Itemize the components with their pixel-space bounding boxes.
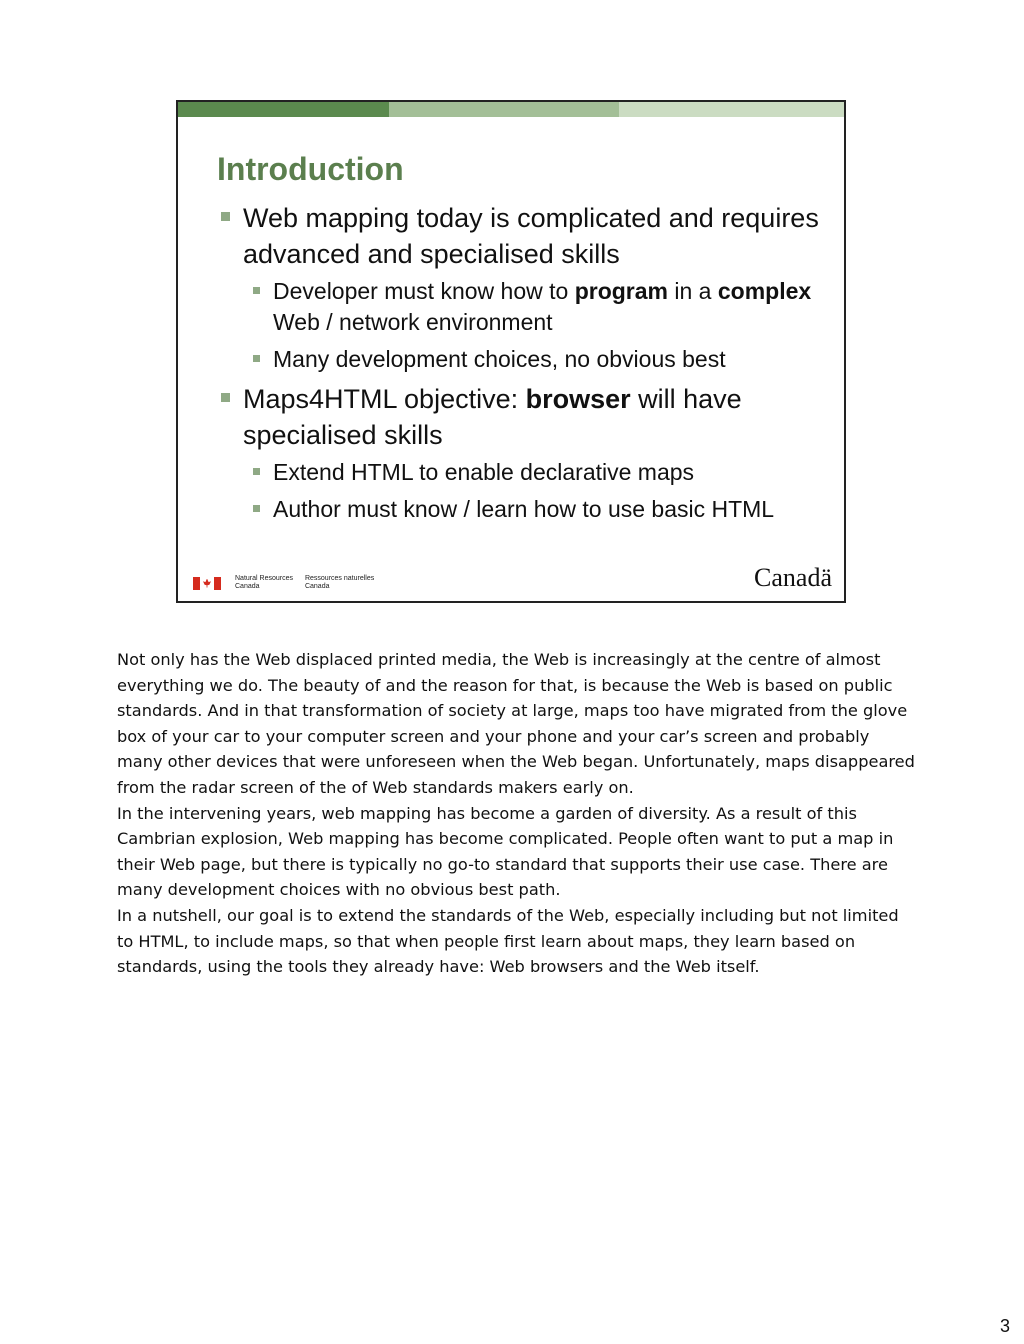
- bullet-square-icon: [253, 287, 260, 294]
- bullet-text: Many development choices, no obvious best: [273, 346, 726, 372]
- bullet-level-1: [217, 200, 837, 272]
- notes-paragraph: In a nutshell, our goal is to extend the standards of the Web, especially including but not limited to HTML, to include maps, so that when people first learn about maps, they learn based on standards, using the tools they already have: Web browsers and the Web itself.: [117, 905, 899, 977]
- bullet-level-2: [217, 344, 837, 375]
- notes-paragraph: In the intervening years, web mapping has become a garden of diversity. As a result of this Cambrian explosion, Web mapping has become complicated. People often want to put a map in their Web page, but there is typically no go-to standard that supports their use case. There are many development choices with no obvious best path.: [117, 803, 894, 900]
- bullet-emphasis: complex: [717, 278, 812, 304]
- bullet-text: will have specialised skills: [243, 384, 742, 450]
- bullet-square-icon: [221, 212, 230, 221]
- bullet-level-2: [217, 276, 837, 338]
- government-signature: [193, 575, 386, 591]
- bullet-list: [217, 200, 837, 531]
- notes-paragraph: Not only has the Web displaced printed media, the Web is increasingly at the centre of almost everything we do. The beauty of and the reason for that, is because the Web is based on public standards. And in that transformation of society at large, maps too have migrated from the glove box of your car to your computer screen and your phone and your car’s screen and probably many other devices that were unforeseen when the Web began. Unfortunately, maps disappeared from the radar screen of the of Web standards makers early on.: [117, 650, 915, 797]
- header-bar-dark: [178, 102, 389, 117]
- bullet-square-icon: [253, 505, 260, 512]
- canada-flag-icon: [193, 577, 221, 590]
- bullet-text: Web mapping today is complicated and requires advanced and specialised skills: [243, 203, 819, 269]
- canada-wordmark: Canadä: [754, 563, 832, 592]
- bullet-text: in a: [668, 278, 718, 304]
- page-number: 3: [999, 1316, 1010, 1336]
- bullet-square-icon: [221, 393, 230, 402]
- header-bar-light: [619, 102, 844, 117]
- speaker-notes: [117, 647, 917, 980]
- bullet-text: Web / network environment: [273, 309, 553, 335]
- bullet-level-2: [217, 457, 837, 488]
- slide-thumbnail: [176, 100, 846, 603]
- bullet-emphasis: program: [574, 278, 668, 304]
- bullet-square-icon: [253, 468, 260, 475]
- bullet-text: Maps4HTML objective:: [243, 384, 526, 414]
- header-bar-medium: [389, 102, 619, 117]
- bullet-level-1: [217, 381, 837, 453]
- bullet-square-icon: [253, 355, 260, 362]
- bullet-emphasis: browser: [525, 384, 631, 414]
- slide-title: Introduction: [217, 151, 404, 187]
- bullet-level-2: [217, 494, 837, 525]
- bullet-text: Author must know / learn how to use basic HTML: [273, 496, 775, 522]
- bullet-text: Extend HTML to enable declarative maps: [273, 459, 695, 485]
- department-name-french: Ressources naturelles Canada: [304, 575, 375, 590]
- department-name-english: Natural Resources Canada: [235, 575, 293, 590]
- bullet-text: Developer must know how to: [273, 278, 575, 304]
